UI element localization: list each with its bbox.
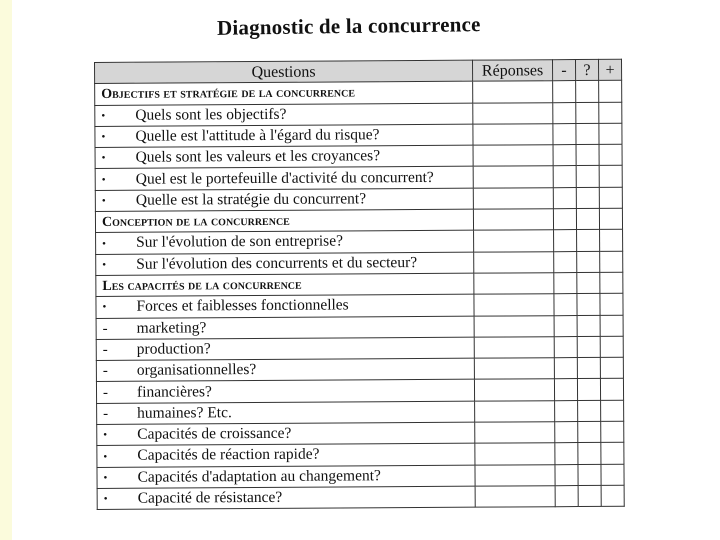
plus-cell <box>599 123 622 144</box>
plus-cell <box>601 400 624 421</box>
minus-cell <box>555 443 578 464</box>
section-heading: Conception de la concurrence <box>95 209 473 233</box>
section-heading: Objectifs et stratégie de la concurrence <box>95 81 473 105</box>
bullet-marker: • <box>101 194 106 207</box>
question-cell <box>97 486 475 510</box>
questionnaire-sheet <box>94 59 625 516</box>
question-mark-cell <box>577 379 600 400</box>
question-cell <box>95 103 473 127</box>
bullet-marker: • <box>102 237 107 250</box>
bullet-marker: • <box>103 450 108 463</box>
answer-cell <box>474 358 554 380</box>
bullet-marker: • <box>101 130 106 144</box>
question-cell <box>97 465 475 489</box>
minus-cell <box>553 166 576 187</box>
question-cell <box>97 401 475 425</box>
minus-cell <box>555 485 578 506</box>
minus-cell <box>554 358 577 379</box>
question-cell <box>95 145 473 169</box>
plus-cell <box>599 166 622 187</box>
header-plus: + <box>598 59 621 80</box>
question-mark-cell <box>578 421 601 442</box>
answer-cell <box>474 379 554 401</box>
answer-cell <box>474 273 554 295</box>
question-mark-cell <box>578 443 601 464</box>
dash-marker: - <box>102 341 108 358</box>
answer-cell <box>475 422 555 444</box>
bullet-marker: • <box>101 173 106 186</box>
question-mark-cell <box>578 485 601 506</box>
minus-cell <box>554 273 577 294</box>
question-mark-cell <box>576 187 599 208</box>
minus-cell <box>555 400 578 421</box>
question-text: humaines? Etc. <box>137 404 232 422</box>
bullet-marker: • <box>103 471 108 484</box>
minus-cell <box>554 251 577 272</box>
answer-cell <box>474 337 554 359</box>
plus-cell <box>601 485 624 506</box>
question-cell <box>96 380 474 404</box>
minus-cell <box>553 187 576 208</box>
plus-cell <box>599 102 622 123</box>
answer-cell <box>473 209 553 231</box>
answer-cell <box>475 443 555 465</box>
minus-cell <box>554 379 577 400</box>
plus-cell <box>599 208 622 229</box>
question-cell <box>96 337 474 361</box>
answer-cell <box>473 145 553 167</box>
question-cell <box>96 294 474 318</box>
minus-cell <box>555 422 578 443</box>
plus-cell <box>600 336 623 357</box>
dash-marker: - <box>103 405 109 422</box>
document-page <box>12 0 720 540</box>
question-mark-cell <box>576 145 599 166</box>
answer-cell <box>474 294 554 316</box>
answer-cell <box>474 315 554 337</box>
answer-cell <box>475 400 555 422</box>
minus-cell <box>554 230 577 251</box>
question-cell <box>95 124 473 148</box>
plus-cell <box>600 230 623 251</box>
question-mark-cell <box>577 336 600 357</box>
question-cell <box>95 188 473 212</box>
question-text: production? <box>136 340 211 358</box>
question-text: Forces et faiblesses fonctionnelles <box>136 296 349 316</box>
bullet-marker: • <box>103 493 108 506</box>
document-title: Diagnostic de la concurrence <box>216 12 481 40</box>
minus-cell <box>554 315 577 336</box>
question-cell <box>97 444 475 468</box>
question-text: Quels sont les valeurs et les croyances? <box>135 147 381 167</box>
question-text: Quels sont les objectifs? <box>135 105 287 124</box>
minus-cell <box>553 81 576 102</box>
table-row <box>97 485 624 510</box>
question-mark-cell <box>577 272 600 293</box>
plus-cell <box>601 443 624 464</box>
question-text: Sur l'évolution de son entreprise? <box>136 232 343 252</box>
question-text: Capacités d'adaptation au changement? <box>137 467 381 486</box>
question-text: Capacité de résistance? <box>137 488 283 507</box>
header-reponses: Réponses <box>472 60 552 82</box>
question-mark-cell <box>576 123 599 144</box>
question-mark-cell <box>577 358 600 379</box>
question-mark-cell <box>578 400 601 421</box>
question-cell <box>96 316 474 340</box>
question-mark-cell <box>576 81 599 102</box>
bullet-marker: • <box>103 429 108 442</box>
minus-cell <box>554 336 577 357</box>
header-questions: Questions <box>95 60 473 84</box>
plus-cell <box>599 144 622 165</box>
plus-cell <box>599 187 622 208</box>
question-cell <box>95 167 473 191</box>
answer-cell <box>473 124 553 146</box>
question-cell <box>97 422 475 446</box>
question-mark-cell <box>576 102 599 123</box>
question-mark-cell <box>576 208 599 229</box>
table-body <box>95 81 625 510</box>
plus-cell <box>601 464 624 485</box>
question-text: Capacités de croissance? <box>137 424 292 443</box>
question-mark-cell <box>577 294 600 315</box>
question-text: Quel est le portefeuille d'activité du concurrent? <box>135 168 434 188</box>
plus-cell <box>600 272 623 293</box>
bullet-marker: • <box>102 301 107 314</box>
plus-cell <box>601 421 624 442</box>
question-cell <box>96 252 474 276</box>
plus-cell <box>600 357 623 378</box>
question-mark-cell <box>577 315 600 336</box>
minus-cell <box>555 464 578 485</box>
answer-cell <box>474 251 554 273</box>
question-cell <box>96 231 474 255</box>
plus-cell <box>600 379 623 400</box>
question-text: Sur l'évolution des concurrents et du secteur? <box>136 253 418 273</box>
header-minus: - <box>552 60 575 81</box>
bullet-marker: • <box>101 109 106 122</box>
question-mark-cell <box>576 166 599 187</box>
answer-cell <box>473 166 553 188</box>
question-text: Quelle est la stratégie du concurrent? <box>135 190 367 209</box>
answer-cell <box>473 81 553 103</box>
question-mark-cell <box>578 464 601 485</box>
bullet-marker: • <box>101 152 106 165</box>
question-text: Quelle est l'attitude à l'égard du risque? <box>135 126 380 145</box>
dash-marker: - <box>102 363 108 380</box>
question-text: Capacités de réaction rapide? <box>137 446 320 465</box>
minus-cell <box>554 294 577 315</box>
answer-cell <box>474 230 554 252</box>
plus-cell <box>600 315 623 336</box>
minus-cell <box>553 123 576 144</box>
answer-cell <box>473 187 553 209</box>
dash-marker: - <box>102 320 108 337</box>
questionnaire-table <box>94 59 625 510</box>
answer-cell <box>475 464 555 486</box>
bullet-marker: • <box>102 258 107 271</box>
plus-cell <box>599 81 622 102</box>
plus-cell <box>600 294 623 315</box>
header-question-mark: ? <box>575 59 598 80</box>
minus-cell <box>553 209 576 230</box>
minus-cell <box>553 145 576 166</box>
minus-cell <box>553 102 576 123</box>
question-mark-cell <box>577 251 600 272</box>
answer-cell <box>475 486 555 508</box>
section-heading: Les capacités de la concurrence <box>96 273 474 297</box>
answer-cell <box>473 102 553 124</box>
plus-cell <box>600 251 623 272</box>
question-cell <box>96 358 474 382</box>
dash-marker: - <box>102 384 109 401</box>
question-text: financières? <box>136 382 212 401</box>
question-text: marketing? <box>136 319 207 337</box>
question-text: organisationnelles? <box>136 361 257 380</box>
question-mark-cell <box>577 230 600 251</box>
